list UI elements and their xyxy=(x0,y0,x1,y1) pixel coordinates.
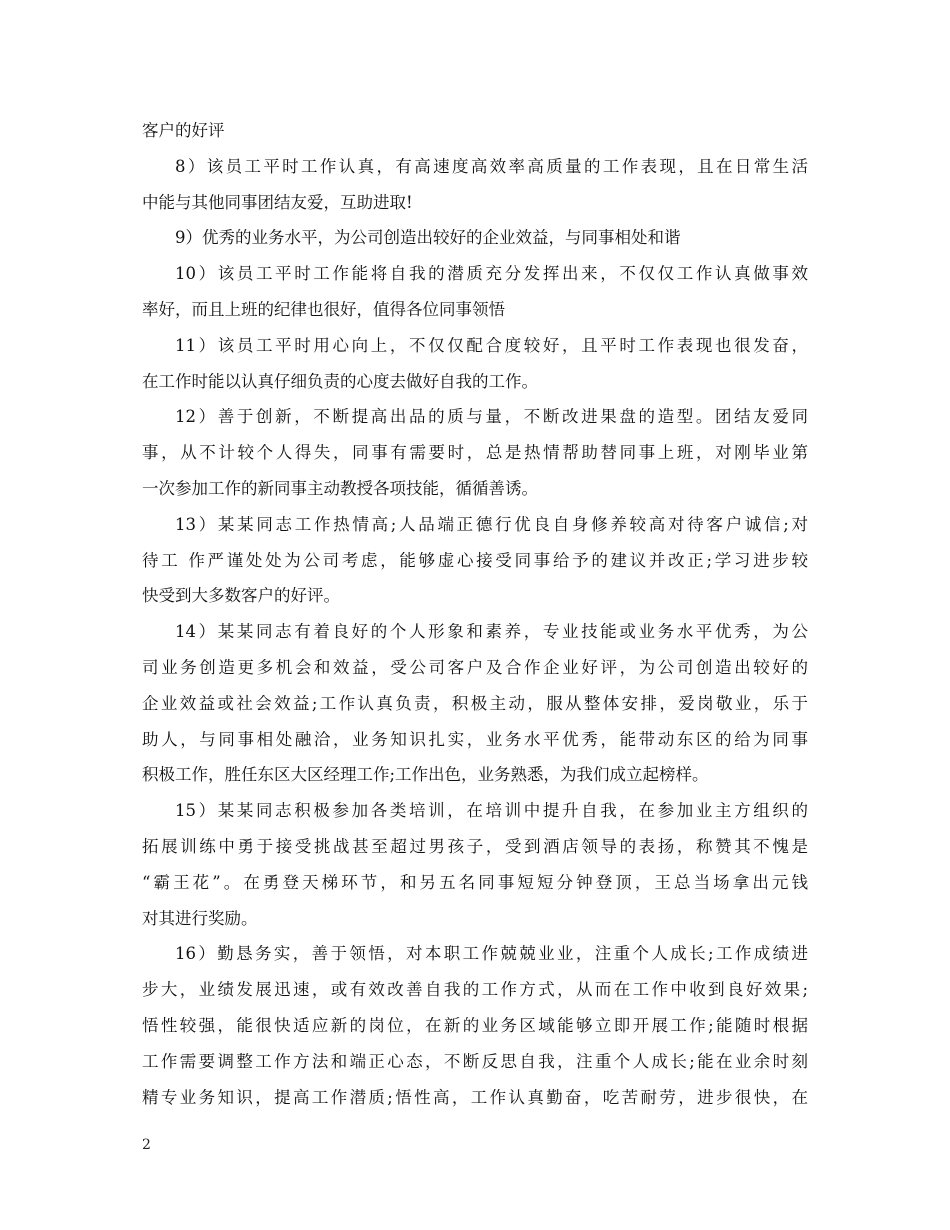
text-line: 待工 作严谨处处为公司考虑，能够虚心接受同事给予的建议并改正;学习进步较 xyxy=(142,550,808,570)
text-line: 司业务创造更多机会和效益，受公司客户及合作企业好评，为公司创造出较好的 xyxy=(142,657,808,677)
page-number: 2 xyxy=(142,1137,151,1153)
text-line: 11）该员工平时用心向上，不仅仅配合度较好，且平时工作表现也很发奋， xyxy=(175,335,808,355)
document-body xyxy=(142,113,808,1115)
text-line: 16）勤恳务实，善于领悟，对本职工作兢兢业业，注重个人成长;工作成绩进 xyxy=(175,944,808,964)
text-line: “霸王花”。在勇登天梯环节，和另五名同事短短分钟登顶，王总当场拿出元钱 xyxy=(142,872,808,892)
text-line: 步大，业绩发展迅速，或有效改善自我的工作方式，从而在工作中收到良好效果; xyxy=(142,980,808,1000)
text-line: 在工作时能以认真仔细负责的心度去做好自我的工作。 xyxy=(142,371,538,391)
text-line: 工作需要调整工作方法和端正心态，不断反思自我，注重个人成长;能在业余时刻 xyxy=(142,1051,808,1071)
text-line: 一次参加工作的新同事主动教授各项技能，循循善诱。 xyxy=(142,478,538,498)
text-line: 拓展训练中勇于接受挑战甚至超过男孩子，受到酒店领导的表扬，称赞其不愧是 xyxy=(142,836,808,856)
text-line: 8）该员工平时工作认真，有高速度高效率高质量的工作表现，且在日常生活 xyxy=(175,156,808,176)
text-line: 事，从不计较个人得失，同事有需要时，总是热情帮助替同事上班，对刚毕业第 xyxy=(142,443,808,463)
text-line: 悟性较强，能很快适应新的岗位，在新的业务区域能够立即开展工作;能随时根据 xyxy=(142,1015,808,1035)
text-line: 中能与其他同事团结友爱，互助进取! xyxy=(142,192,413,212)
text-line: 10）该员工平时工作能将自我的潜质充分发挥出来，不仅仅工作认真做事效 xyxy=(175,264,808,284)
text-line: 企业效益或社会效益;工作认真负责，积极主动，服从整体安排，爱岗敬业，乐于 xyxy=(142,693,808,713)
text-line: 率好，而且上班的纪律也很好，值得各位同事领悟 xyxy=(142,299,505,319)
text-line: 12）善于创新，不断提高出品的质与量，不断改进果盘的造型。团结友爱同 xyxy=(175,407,808,427)
text-line: 快受到大多数客户的好评。 xyxy=(142,586,340,606)
text-line: 精专业务知识，提高工作潜质;悟性高，工作认真勤奋，吃苦耐劳，进步很快，在 xyxy=(142,1087,808,1107)
text-line: 客户的好评 xyxy=(142,121,225,140)
text-line: 助人，与同事相处融洽，业务知识扎实，业务水平优秀，能带动东区的给为同事 xyxy=(142,729,808,749)
text-line: 9）优秀的业务水平，为公司创造出较好的企业效益，与同事相处和谐 xyxy=(175,228,681,248)
text-line: 13）某某同志工作热情高;人品端正德行优良自身修养较高对待客户诚信;对 xyxy=(175,514,808,534)
text-line: 积极工作，胜任东区大区经理工作;工作出色，业务熟悉，为我们成立起榜样。 xyxy=(142,765,709,785)
text-line: 对其进行奖励。 xyxy=(142,908,258,928)
text-line: 15）某某同志积极参加各类培训，在培训中提升自我，在参加业主方组织的 xyxy=(175,801,808,821)
text-line: 14）某某同志有着良好的个人形象和素养，专业技能或业务水平优秀，为公 xyxy=(175,622,808,642)
